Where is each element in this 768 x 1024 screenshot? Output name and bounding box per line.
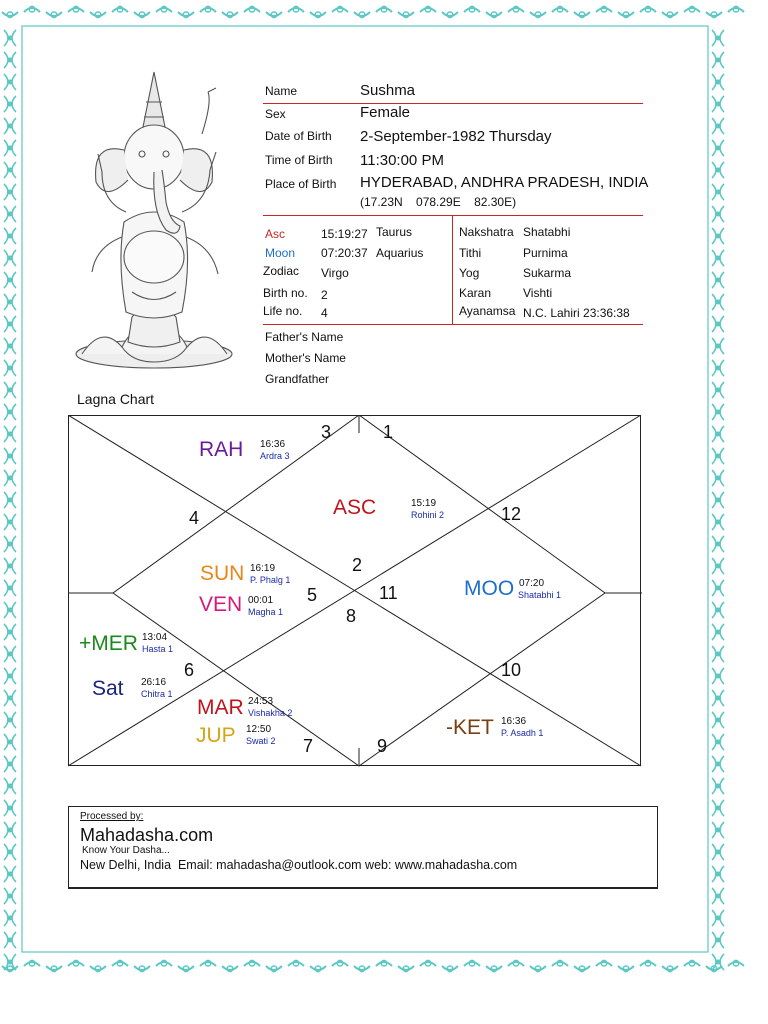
divider (263, 324, 643, 325)
coordinates: (17.23N 078.29E 82.30E) (360, 195, 517, 209)
house-number: 5 (307, 585, 318, 605)
nakshatra-label: Nakshatra (459, 225, 514, 239)
house-number: 1 (383, 422, 394, 442)
planet-nakshatra: Ardra 3 (260, 451, 290, 461)
life-no-value: 4 (321, 306, 328, 320)
planet-degree: 16:36 (260, 439, 286, 450)
planet-degree: 26:16 (141, 677, 167, 688)
planet-degree: 07:20 (519, 578, 545, 589)
house-number: 7 (303, 736, 314, 756)
planet-name: Sat (92, 677, 124, 700)
planet-degree: 24:53 (248, 696, 274, 707)
moon-label: Moon (265, 246, 296, 260)
planet-name: SUN (200, 562, 245, 585)
father-label: Father's Name (265, 330, 344, 344)
tob-label: Time of Birth (265, 153, 333, 167)
ayanamsa-value: N.C. Lahiri 23:36:38 (523, 306, 630, 320)
planet-name: -KET (446, 716, 494, 739)
house-number: 9 (377, 736, 388, 756)
planet-name: MOO (464, 577, 515, 600)
zodiac-label: Zodiac (263, 264, 300, 278)
planet-name: JUP (196, 724, 236, 747)
house-number: 4 (189, 508, 200, 528)
sex-label: Sex (265, 107, 286, 121)
karan-label: Karan (459, 286, 492, 300)
karan-value: Vishti (523, 286, 553, 300)
planet-degree: 13:04 (142, 632, 168, 643)
planet-name: MAR (197, 696, 244, 719)
planet-name: ASC (333, 496, 377, 519)
ayanamsa-label: Ayanamsa (459, 304, 516, 318)
moon-sign: Aquarius (376, 246, 424, 260)
life-no-label: Life no. (263, 304, 303, 318)
planet-nakshatra: P. Asadh 1 (501, 728, 544, 738)
asc-sign: Taurus (376, 225, 413, 239)
planet-name: +MER (79, 632, 138, 655)
planet-nakshatra: Magha 1 (248, 607, 284, 617)
birth-no-value: 2 (321, 288, 328, 302)
tithi-label: Tithi (459, 246, 482, 260)
house-number: 6 (184, 660, 195, 680)
house-number: 8 (346, 606, 357, 626)
brand-name: Mahadasha.com (80, 825, 214, 845)
ganesha-illustration (62, 62, 252, 382)
tithi-value: Purnima (523, 246, 568, 260)
planet-degree: 00:01 (248, 595, 274, 606)
asc-time: 15:19:27 (321, 227, 368, 241)
house-number: 12 (501, 504, 522, 524)
sex-value: Female (360, 104, 411, 121)
planet-nakshatra: Swati 2 (246, 736, 276, 746)
planet-degree: 16:36 (501, 716, 527, 727)
planet-name: RAH (199, 438, 244, 461)
planet-nakshatra: P. Phalg 1 (250, 575, 291, 585)
divider (263, 103, 643, 104)
birth-no-label: Birth no. (263, 286, 308, 300)
mother-label: Mother's Name (265, 351, 346, 365)
house-number: 3 (321, 422, 332, 442)
planet-nakshatra: Shatabhi 1 (518, 590, 562, 600)
house-number: 10 (501, 660, 522, 680)
planet-nakshatra: Chitra 1 (141, 689, 173, 699)
house-number: 11 (379, 583, 398, 603)
divider (263, 215, 643, 216)
grandfather-label: Grandfather (265, 372, 330, 386)
zodiac-value: Virgo (321, 266, 349, 280)
moon-time: 07:20:37 (321, 246, 368, 260)
house-number: 2 (352, 555, 363, 575)
contact-line: New Delhi, India Email: mahadasha@outlook.com web: www.mahadasha.com (80, 858, 518, 872)
yog-value: Sukarma (523, 266, 572, 280)
planet-nakshatra: Rohini 2 (411, 510, 445, 520)
planet-nakshatra: Hasta 1 (142, 644, 174, 654)
pob-label: Place of Birth (265, 177, 337, 191)
planet-nakshatra: Vishakha 2 (248, 708, 293, 718)
brand-tagline: Know Your Dasha... (82, 845, 170, 856)
tob-value: 11:30:00 PM (360, 152, 444, 169)
dob-value: 2-September-1982 Thursday (360, 128, 552, 145)
divider (452, 215, 453, 325)
chart-title: Lagna Chart (77, 391, 155, 407)
planet-degree: 15:19 (411, 498, 437, 509)
name-value: Sushma (360, 82, 416, 99)
nakshatra-value: Shatabhi (523, 225, 571, 239)
asc-label: Asc (265, 227, 286, 241)
processed-by-label: Processed by: (80, 811, 144, 822)
planet-degree: 12:50 (246, 724, 272, 735)
planet-name: VEN (199, 593, 243, 616)
pob-value: HYDERABAD, ANDHRA PRADESH, INDIA (360, 174, 649, 191)
yog-label: Yog (459, 266, 480, 280)
planet-degree: 16:19 (250, 563, 276, 574)
name-label: Name (265, 84, 298, 98)
dob-label: Date of Birth (265, 129, 332, 143)
